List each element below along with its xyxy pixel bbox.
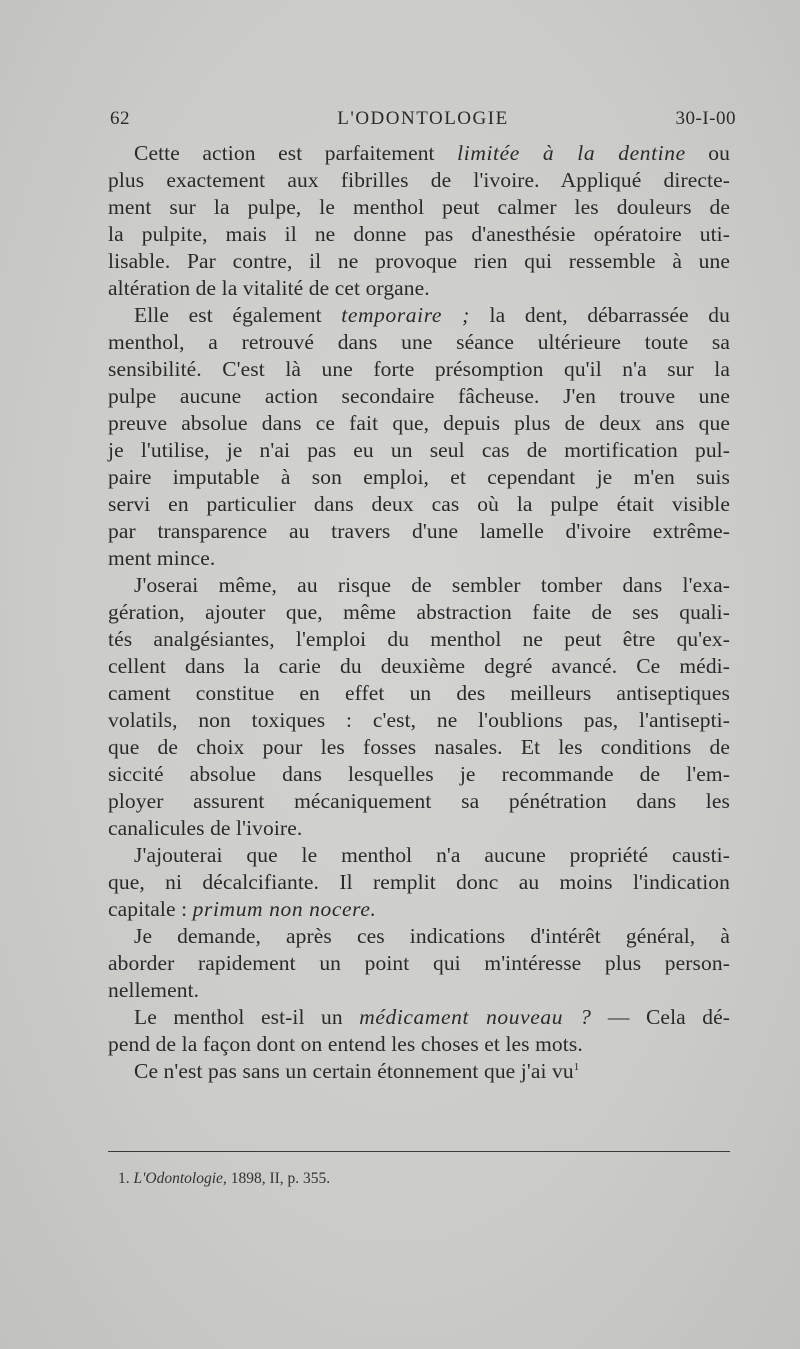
italic-text: primum non nocere. [192,897,377,921]
paragraph [108,1004,730,1058]
text-segment: ment sur la pulpe, le menthol peut calmer les douleurs de [108,195,730,219]
paragraph [108,842,730,923]
text-segment: lisable. Par contre, il ne provoque rien qui ressemble à une [108,249,730,273]
text-segment: cament constitue en effet un des meilleurs antiseptiques [108,681,730,705]
text-line [108,842,730,869]
text-segment: par transparence au travers d'une lamelle d'ivoire extrême- [108,519,730,543]
text-segment: paire imputable à son emploi, et cependant je m'en suis [108,465,730,489]
text-segment: nellement. [108,978,200,1002]
text-segment: J'oserai même, au risque de sembler tomber dans l'exa- [134,573,730,597]
text-segment: Ce n'est pas sans un certain étonnement que j'ai vu [134,1059,574,1083]
text-segment: tés analgésiantes, l'emploi du menthol ne peut être qu'ex- [108,627,730,651]
text-line [108,923,730,950]
text-line [108,950,730,977]
paragraph [108,572,730,842]
text-segment: menthol, a retrouvé dans une séance ultérieure toute sa [108,330,730,354]
footnote-marker: 1 [573,1061,580,1073]
text-segment: altération de la vitalité de cet organe. [108,276,430,300]
text-segment: Cette action est parfaitement [134,141,458,165]
text-line [108,815,730,842]
text-line [108,437,730,464]
paragraph [108,140,730,302]
text-line [108,653,730,680]
text-segment: sensibilité. C'est là une forte présomption qu'il n'a sur la [108,357,730,381]
text-line [108,761,730,788]
text-segment: preuve absolue dans ce fait que, depuis plus de deux ans que [108,411,730,435]
text-line [108,572,730,599]
text-segment: gération, ajouter que, même abstraction faite de ses quali- [108,600,730,624]
paragraph [108,302,730,572]
text-line [108,1004,730,1031]
text-line [108,1058,730,1085]
text-line [108,788,730,815]
text-line [108,221,730,248]
text-segment: plus exactement aux fibrilles de l'ivoire. Appliqué directe- [108,168,730,192]
text-line [108,383,730,410]
journal-title: L'ODONTOLOGIE [337,108,509,129]
text-line [108,410,730,437]
paragraph [108,1058,730,1085]
text-segment: — Cela dé- [591,1005,731,1029]
text-line [108,734,730,761]
text-segment: Le menthol est-il un [134,1005,360,1029]
footnote [118,1170,330,1188]
text-segment: je l'utilise, je n'ai pas eu un seul cas de mortification pul- [108,438,730,462]
footnote-details: 1898, II, p. 355. [230,1170,331,1187]
text-line [108,167,730,194]
italic-text: limitée à la dentine [457,141,686,165]
footnote-source: L'Odontologie, [133,1170,227,1187]
text-line [108,140,730,167]
text-line [108,545,730,572]
text-segment: canalicules de l'ivoire. [108,816,303,840]
text-segment: que, ni décalcifiante. Il remplit donc au moins l'indication [108,870,730,894]
text-segment: capitale : [108,897,193,921]
text-line [108,626,730,653]
text-line [108,518,730,545]
text-segment: cellent dans la carie du deuxième degré avancé. Ce médi- [108,654,730,678]
text-line [108,599,730,626]
text-line [108,329,730,356]
text-segment: servi en particulier dans deux cas où la pulpe était visible [108,492,730,516]
text-segment: la dent, débarrassée du [469,303,731,327]
page-number: 62 [110,108,130,129]
text-segment: ployer assurent mécaniquement sa pénétration dans les [108,789,730,813]
footnote-rule [108,1151,730,1152]
text-line [108,302,730,329]
text-line [108,707,730,734]
text-segment: Je demande, après ces indications d'intérêt général, à [134,924,730,948]
paragraph [108,923,730,1004]
text-segment: pend de la façon dont on entend les choses et les mots. [108,1032,583,1056]
text-segment: aborder rapidement un point qui m'intéresse plus person- [108,951,730,975]
text-line [108,275,730,302]
text-line [108,194,730,221]
issue-date: 30-I-00 [675,108,736,129]
text-segment: J'ajouterai que le menthol n'a aucune propriété causti- [134,843,730,867]
text-line [108,491,730,518]
text-segment: Elle est également [134,303,342,327]
text-line [108,248,730,275]
text-segment: ment mince. [108,546,216,570]
text-line [108,1031,730,1058]
running-header [108,108,738,136]
text-line [108,977,730,1004]
text-line [108,680,730,707]
text-segment: pulpe aucune action secondaire fâcheuse. J'en trouve une [108,384,730,408]
text-segment: la pulpite, mais il ne donne pas d'anesthésie opératoire uti- [108,222,730,246]
text-line [108,464,730,491]
italic-text: médicament nouveau ? [359,1005,592,1029]
body-text [108,140,730,1085]
text-segment: que de choix pour les fosses nasales. Et les conditions de [108,735,730,759]
text-segment: ou [685,141,730,165]
text-line [108,896,730,923]
text-segment: siccité absolue dans lesquelles je recommande de l'em- [108,762,730,786]
italic-text: temporaire ; [341,303,470,327]
footnote-number: 1. [118,1170,130,1187]
text-segment: volatils, non toxiques : c'est, ne l'oublions pas, l'antisepti- [108,708,730,732]
text-line [108,356,730,383]
text-line [108,869,730,896]
